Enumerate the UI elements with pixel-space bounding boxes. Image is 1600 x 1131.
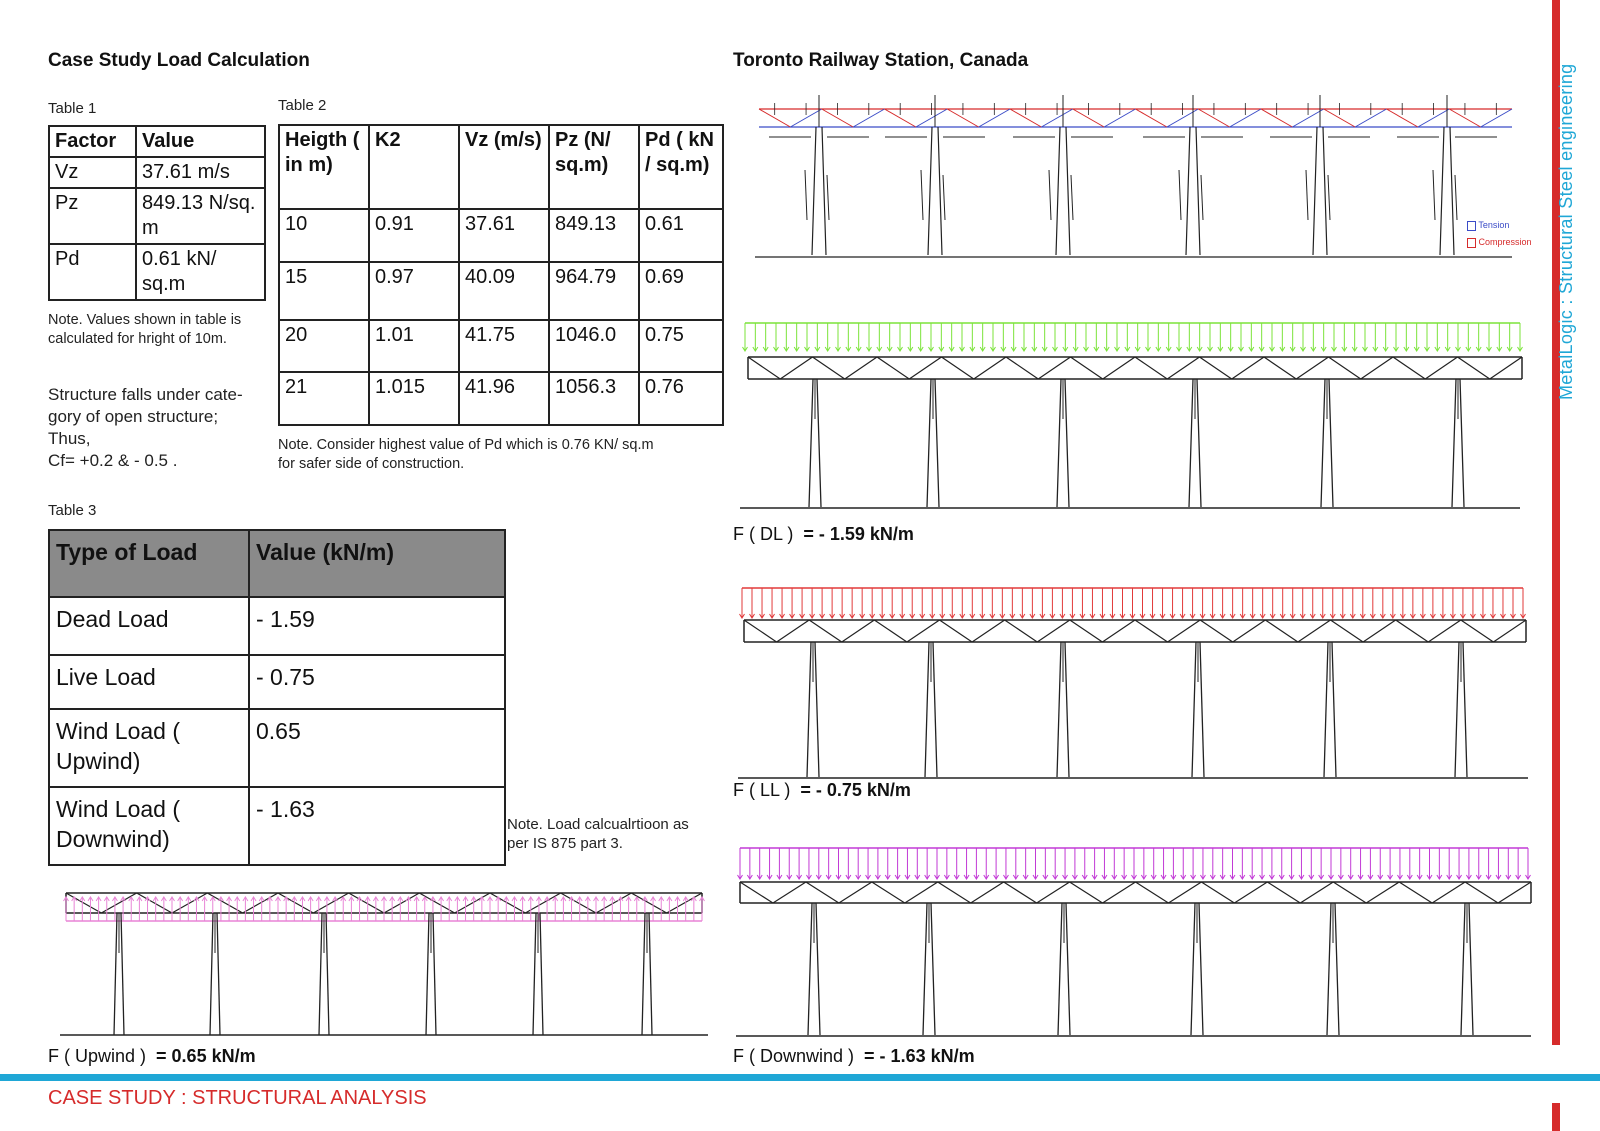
column-leg xyxy=(1200,642,1204,777)
truss-diagonal xyxy=(1103,357,1135,379)
column-leg xyxy=(649,913,652,1035)
table2-cell: 0.61 xyxy=(639,209,723,262)
table2-header: K2 xyxy=(369,125,459,209)
structure-note xyxy=(48,384,243,472)
legend-tension xyxy=(1467,220,1509,231)
truss-diagonal xyxy=(1102,620,1135,642)
force-arrow xyxy=(921,170,923,220)
column-leg xyxy=(1335,903,1339,1035)
table3-cell: - 0.75 xyxy=(249,655,505,709)
table2-cell: 0.97 xyxy=(369,262,459,320)
truss-diagonal xyxy=(1329,357,1361,379)
column-leg xyxy=(540,913,543,1035)
downwind-load-diagram xyxy=(736,842,1536,1042)
table2-note-line: Note. Consider highest value of Pd which is 0.76 KN/ sq.m xyxy=(278,437,654,453)
column-leg xyxy=(923,903,927,1035)
truss-diagonal xyxy=(1265,620,1298,642)
column-leg xyxy=(121,913,124,1035)
truss-diagonal xyxy=(813,357,845,379)
truss-diagonal xyxy=(1201,882,1234,903)
table2-cell: 40.09 xyxy=(459,262,549,320)
truss-diagonal xyxy=(172,893,207,913)
table2-caption: Table 2 xyxy=(278,97,327,114)
truss-diagonal xyxy=(1167,357,1199,379)
force-name: F ( Downwind ) xyxy=(733,1046,855,1066)
table2-header: Pz (N/ sq.m) xyxy=(549,125,639,209)
table2-cell: 0.75 xyxy=(639,320,723,372)
column-leg xyxy=(927,379,931,507)
truss-diagonal xyxy=(777,620,810,642)
table2-cell: 20 xyxy=(279,320,369,372)
force-arrow xyxy=(805,170,807,220)
table1 xyxy=(48,125,266,301)
column-leg xyxy=(426,913,429,1035)
truss-diagonal xyxy=(1168,882,1201,903)
table1-cell: Pd xyxy=(49,244,136,300)
truss-diagonal xyxy=(845,357,877,379)
table2-cell: 964.79 xyxy=(549,262,639,320)
truss-diagonal xyxy=(1136,882,1169,903)
column-leg xyxy=(1057,642,1061,777)
column-leg xyxy=(1324,642,1328,777)
table2-cell: 10 xyxy=(279,209,369,262)
force-arrow xyxy=(1328,175,1330,220)
force-arrow xyxy=(943,175,945,220)
column-leg xyxy=(1189,379,1193,507)
truss-diagonal xyxy=(1200,620,1233,642)
truss-diagonal xyxy=(667,893,702,913)
truss-diagonal xyxy=(740,882,773,903)
table1-cell: Vz xyxy=(49,157,136,188)
table1-cell: Pz xyxy=(49,188,136,244)
table1-header-value: Value xyxy=(136,126,265,157)
table2-note xyxy=(278,436,654,474)
truss-diagonal xyxy=(780,357,812,379)
truss-diagonal xyxy=(1366,882,1399,903)
column-leg xyxy=(1066,903,1070,1035)
structure-note-line: gory of open structure; xyxy=(48,407,219,426)
column-leg xyxy=(642,913,645,1035)
truss-diagonal xyxy=(806,882,839,903)
truss-diagonal xyxy=(938,882,971,903)
legend-compression xyxy=(1467,237,1532,248)
truss-diagonal xyxy=(66,893,101,913)
table2-cell: 41.96 xyxy=(459,372,549,425)
structure-note-line: Thus, xyxy=(48,429,91,448)
truss-diagonal xyxy=(1135,620,1168,642)
column-leg xyxy=(938,127,942,255)
legend-tension-label: Tension xyxy=(1478,220,1510,230)
column-leg xyxy=(1186,127,1190,255)
force-name: F ( LL ) xyxy=(733,780,791,800)
force-arrow xyxy=(1455,175,1457,220)
table1-cell: 37.61 m/s xyxy=(136,157,265,188)
truss-diagonal xyxy=(596,893,631,913)
column-leg xyxy=(816,903,820,1035)
force-value: = - 1.59 kN/m xyxy=(803,524,914,544)
truss-diagonal xyxy=(809,620,842,642)
column-leg xyxy=(933,642,937,777)
truss-diagonal xyxy=(1331,620,1364,642)
table2-cell: 21 xyxy=(279,372,369,425)
column-leg xyxy=(1323,127,1327,255)
column-leg xyxy=(1058,903,1062,1035)
truss-diagonal xyxy=(907,620,940,642)
truss-diagonal xyxy=(455,893,490,913)
table2-header: Pd ( kN / sq.m) xyxy=(639,125,723,209)
column-leg xyxy=(1066,127,1070,255)
force-arrow xyxy=(1179,170,1181,220)
truss-diagonal xyxy=(561,893,596,913)
column-leg xyxy=(925,642,929,777)
truss-diagonal xyxy=(974,357,1006,379)
table1-caption: Table 1 xyxy=(48,100,97,117)
truss-diagonal xyxy=(1399,882,1432,903)
column-leg xyxy=(1329,379,1333,507)
truss-diagonal xyxy=(1425,357,1457,379)
force-label-ll xyxy=(733,780,911,801)
column-leg xyxy=(822,127,826,255)
table3-caption: Table 3 xyxy=(48,502,97,519)
truss-diagonal xyxy=(1006,357,1038,379)
truss-diagonal xyxy=(1396,620,1429,642)
truss-diagonal xyxy=(1490,357,1522,379)
truss-diagonal xyxy=(137,893,172,913)
table3-cell: - 1.63 xyxy=(249,787,505,865)
column-leg xyxy=(817,379,821,507)
column-leg xyxy=(433,913,436,1035)
column-leg xyxy=(1196,127,1200,255)
column-leg xyxy=(815,642,819,777)
table2-header: Heigth ( in m) xyxy=(279,125,369,209)
truss-diagonal xyxy=(1038,357,1070,379)
truss-diagonal xyxy=(872,882,905,903)
column-leg xyxy=(809,379,813,507)
column-leg xyxy=(1455,642,1459,777)
truss-diagonal xyxy=(1233,620,1266,642)
column-leg xyxy=(1469,903,1473,1035)
column-leg xyxy=(1199,903,1203,1035)
table3 xyxy=(48,529,506,866)
force-name: F ( DL ) xyxy=(733,524,794,544)
force-value: = 0.65 kN/m xyxy=(156,1046,256,1066)
column-leg xyxy=(935,379,939,507)
truss-diagonal xyxy=(1200,357,1232,379)
column-leg xyxy=(1332,642,1336,777)
table2-cell: 1046.0 xyxy=(549,320,639,372)
column-leg xyxy=(1197,379,1201,507)
column-leg xyxy=(1450,127,1454,255)
truss-diagonal xyxy=(1428,620,1461,642)
truss-diagonal xyxy=(1333,882,1366,903)
force-arrow xyxy=(827,175,829,220)
live-load-diagram xyxy=(738,580,1533,780)
truss-diagonal xyxy=(1070,620,1103,642)
column-leg xyxy=(1452,379,1456,507)
truss-diagonal xyxy=(1037,882,1070,903)
truss-diagonal xyxy=(243,893,278,913)
upwind-load-diagram xyxy=(60,885,710,1040)
table3-note-line: per IS 875 part 3. xyxy=(507,835,623,852)
table3-cell: Live Load xyxy=(49,655,249,709)
force-value: = - 0.75 kN/m xyxy=(800,780,911,800)
truss-diagonal xyxy=(1361,357,1393,379)
column-leg xyxy=(1057,379,1061,507)
truss-diagonal xyxy=(1037,620,1070,642)
table3-header-type: Type of Load xyxy=(49,530,249,597)
truss-diagonal xyxy=(278,893,313,913)
truss-diagonal xyxy=(490,893,525,913)
column-leg xyxy=(1065,379,1069,507)
column-leg xyxy=(1440,127,1444,255)
truss-diagonal xyxy=(1234,882,1267,903)
truss-diagonal xyxy=(1432,882,1465,903)
column-leg xyxy=(808,903,812,1035)
truss-diagonal xyxy=(1168,620,1201,642)
table3-cell: 0.65 xyxy=(249,709,505,787)
truss-diagonal xyxy=(773,882,806,903)
table2-cell: 1.015 xyxy=(369,372,459,425)
table1-cell: 0.61 kN/ sq.m xyxy=(136,244,265,300)
truss-diagonal xyxy=(842,620,875,642)
table2 xyxy=(278,124,724,426)
column-leg xyxy=(807,642,811,777)
truss-diagonal xyxy=(1264,357,1296,379)
force-arrow xyxy=(1071,175,1073,220)
column-leg xyxy=(1327,903,1331,1035)
truss-diagonal xyxy=(1493,620,1526,642)
truss-diagonal xyxy=(1298,620,1331,642)
column-leg xyxy=(1463,642,1467,777)
dead-load-diagram xyxy=(740,315,1530,515)
truss-diagonal xyxy=(971,882,1004,903)
table2-cell: 1.01 xyxy=(369,320,459,372)
truss-diagonal xyxy=(942,357,974,379)
truss-diagonal xyxy=(1103,882,1136,903)
truss-diagonal xyxy=(1458,357,1490,379)
table3-note-line: Note. Load calcualrtioon as xyxy=(507,816,689,833)
truss-diagonal xyxy=(744,620,777,642)
table2-cell: 849.13 xyxy=(549,209,639,262)
column-leg xyxy=(533,913,536,1035)
table2-cell: 0.91 xyxy=(369,209,459,262)
truss-diagonal xyxy=(1071,357,1103,379)
column-leg xyxy=(114,913,117,1035)
red-side-bar-bottom xyxy=(1552,1103,1560,1131)
truss-diagonal xyxy=(1005,620,1038,642)
truss-diagonal xyxy=(1393,357,1425,379)
truss-diagonal xyxy=(1135,357,1167,379)
column-leg xyxy=(210,913,213,1035)
force-label-dl xyxy=(733,524,914,545)
force-label-downwind xyxy=(733,1046,975,1067)
table2-cell: 0.76 xyxy=(639,372,723,425)
column-leg xyxy=(1192,642,1196,777)
column-leg xyxy=(217,913,220,1035)
truss-diagonal xyxy=(972,620,1005,642)
column-leg xyxy=(1313,127,1317,255)
truss-diagonal xyxy=(1232,357,1264,379)
truss-diagonal xyxy=(874,620,907,642)
structure-note-line: Structure falls under cate- xyxy=(48,385,243,404)
force-label-upwind xyxy=(48,1046,256,1067)
truss-diagonal xyxy=(384,893,419,913)
truss-diagonal xyxy=(839,882,872,903)
column-leg xyxy=(928,127,932,255)
column-leg xyxy=(1461,903,1465,1035)
column-leg xyxy=(1191,903,1195,1035)
truss-diagonal xyxy=(1070,882,1103,903)
force-arrow xyxy=(1049,170,1051,220)
table2-header: Vz (m/s) xyxy=(459,125,549,209)
force-arrow xyxy=(1433,170,1435,220)
column-leg xyxy=(1460,379,1464,507)
truss-diagonal xyxy=(1363,620,1396,642)
truss-diagonal xyxy=(1267,882,1300,903)
table3-cell: Wind Load ( Upwind) xyxy=(49,709,249,787)
truss-diagonal xyxy=(1004,882,1037,903)
footer-title: CASE STUDY : STRUCTURAL ANALYSIS xyxy=(48,1087,427,1109)
truss-diagonal xyxy=(909,357,941,379)
square-icon xyxy=(1467,238,1476,248)
table3-cell: Dead Load xyxy=(49,597,249,655)
truss-diagonal xyxy=(748,357,780,379)
truss-diagonal xyxy=(1300,882,1333,903)
side-brand-text: MetalLogic : Structural Steel engineering xyxy=(1556,63,1576,400)
table1-header-factor: Factor xyxy=(49,126,136,157)
truss-diagonal xyxy=(1465,882,1498,903)
right-title: Toronto Railway Station, Canada xyxy=(733,50,1029,71)
force-name: F ( Upwind ) xyxy=(48,1046,147,1066)
structure-note-line: Cf= +0.2 & - 0.5 . xyxy=(48,451,178,470)
left-title: Case Study Load Calculation xyxy=(48,50,310,71)
truss-diagonal xyxy=(940,620,973,642)
column-leg xyxy=(931,903,935,1035)
truss-diagonal xyxy=(905,882,938,903)
truss-diagonal xyxy=(1296,357,1328,379)
table2-cell: 0.69 xyxy=(639,262,723,320)
square-icon xyxy=(1467,221,1476,231)
column-leg xyxy=(1056,127,1060,255)
table3-cell: - 1.59 xyxy=(249,597,505,655)
column-leg xyxy=(319,913,322,1035)
column-leg xyxy=(326,913,329,1035)
column-leg xyxy=(1321,379,1325,507)
table3-header-value: Value (kN/m) xyxy=(249,530,505,597)
truss-diagonal xyxy=(877,357,909,379)
force-value: = - 1.63 kN/m xyxy=(864,1046,975,1066)
column-leg xyxy=(812,127,816,255)
legend-compression-label: Compression xyxy=(1478,237,1532,247)
table3-note xyxy=(507,815,689,853)
axial-force-diagram xyxy=(755,95,1555,270)
force-arrow xyxy=(1306,170,1308,220)
truss-diagonal xyxy=(1498,882,1531,903)
table1-note: Note. Values shown in table is calculated for hright of 10m. xyxy=(48,312,242,347)
table3-cell: Wind Load ( Downwind) xyxy=(49,787,249,865)
table2-note-line: for safer side of construction. xyxy=(278,456,465,472)
column-leg xyxy=(1065,642,1069,777)
truss-diagonal xyxy=(1461,620,1494,642)
truss-diagonal xyxy=(349,893,384,913)
table2-cell: 37.61 xyxy=(459,209,549,262)
table2-cell: 15 xyxy=(279,262,369,320)
table2-cell: 1056.3 xyxy=(549,372,639,425)
table2-cell: 41.75 xyxy=(459,320,549,372)
force-arrow xyxy=(1201,175,1203,220)
footer-rule xyxy=(0,1074,1600,1081)
table1-cell: 849.13 N/sq. m xyxy=(136,188,265,244)
